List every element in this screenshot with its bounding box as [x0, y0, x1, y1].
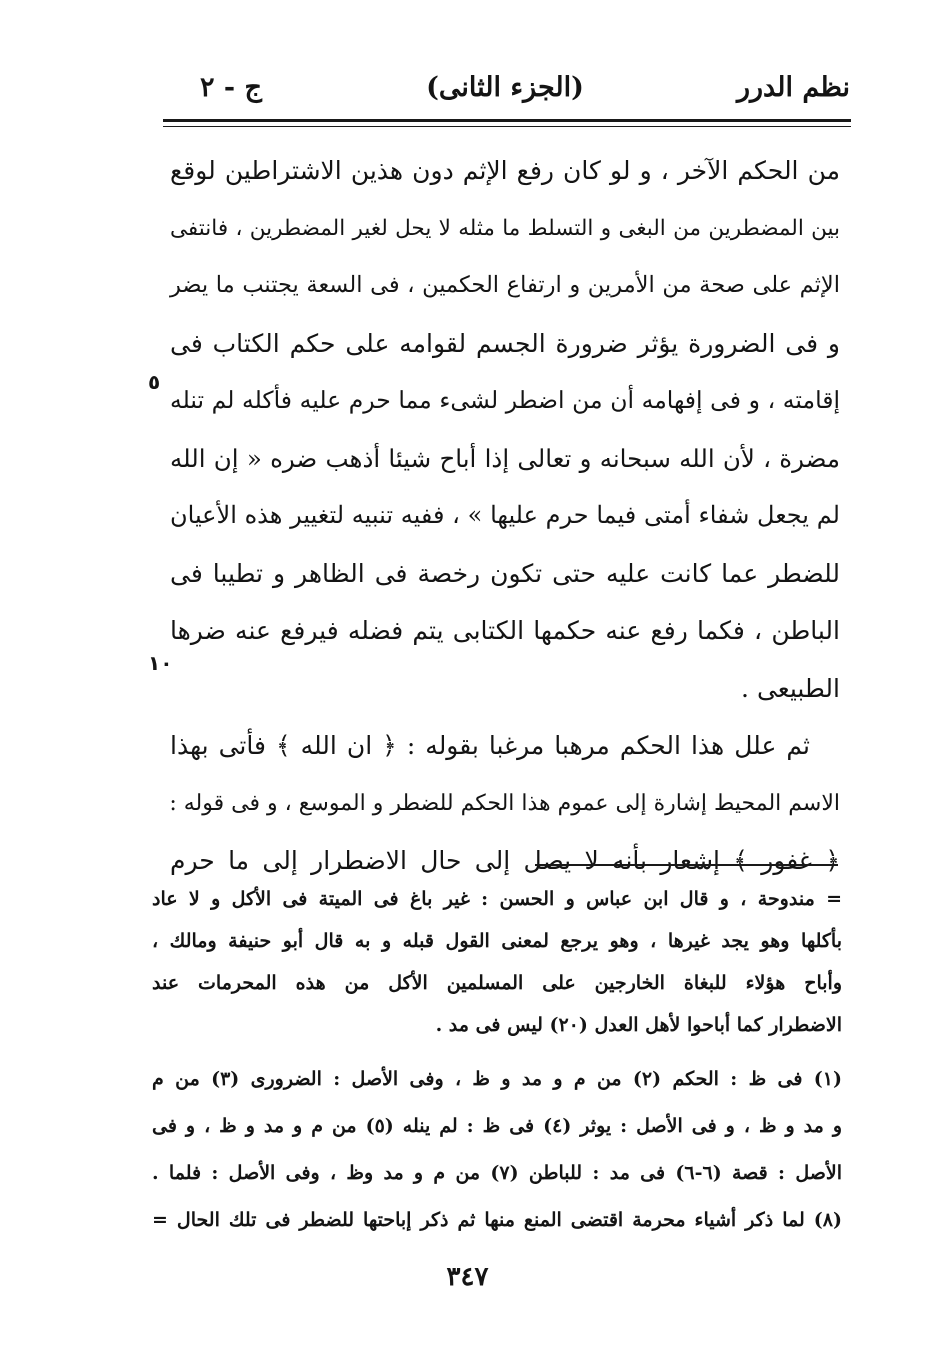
text-line: الطبيعى .	[741, 673, 840, 703]
footnote-line: وأباح هؤلاء للبغاة الخارجين على المسلمين الأكل من هذه المحرمات عند	[152, 972, 842, 994]
footnote-separator	[535, 864, 838, 866]
header-rule-thick	[163, 119, 851, 122]
main-text	[170, 142, 840, 890]
footnote-line: (٨) لما ذكر أشياء محرمة اقتضى المنع منها ثم ذكر إباحتها للضطر فى تلك الحال =	[152, 1209, 842, 1231]
text-line: للضطر عما كانت عليه حتى تكون رخصة فى الظاهر و تطيبا فى	[170, 558, 840, 588]
text-line: من الحكم الآخر ، و لو كان رفع الإثم دون هذين الاشتراطين لوقع	[170, 156, 840, 185]
footnote-line: = مندوحة ، و قال ابن عباس و الحسن : غير باغ فى الميتة فى الأكل و لا عاد	[152, 888, 842, 910]
text-line: ﴿ غفور ﴾ إشعار بأنه لا يصل إلى حال الاضطرار إلى ما حرم	[170, 846, 840, 875]
text-line: بين المضطرين من البغى و التسلط ما مثله لا يحل لغير المضطرين ، فانتفى	[170, 215, 840, 241]
text-line: الباطن ، فكما رفع عنه حكمها الكتابى يتم فضله فيرفع عنه ضرها	[170, 616, 840, 645]
text-line: و فى الضرورة يؤثر ضرورة الجسم لقوامه على حكم الكتاب فى	[170, 328, 840, 358]
volume-label: ج - ٢	[200, 72, 262, 103]
text-line: مضرة ، لأن الله سبحانه و تعالى إذا أباح شيئا أذهب ضره « إن الله	[170, 443, 840, 473]
part-label: (الجزء الثانى)	[426, 72, 584, 103]
text-line: ثم علل هذا الحكم مرهبا مرغبا بقوله : ﴿ ان الله ﴾ فأتى بهذا	[170, 731, 810, 760]
footnote-line: (١) فى ظ : الحكم (٢) من م و مد و ظ ، وفى الأصل : الضرورى (٣) من م	[152, 1068, 842, 1090]
footnote-line: الأصل : قصة (٦-٦) فى مد : للباطن (٧) من م و مد وظ ، وفى الأصل : فلما .	[152, 1162, 842, 1184]
footnotes	[152, 878, 842, 1244]
footnote-line: الاضطرار كما أباحوا لأهل العدل (٢٠) ليس فى مد .	[435, 1014, 842, 1036]
text-line: لم يجعل شفاء أمتى فيما حرم عليها » ، ففيه تنبيه لتغيير هذه الأعيان	[170, 501, 840, 529]
book-title: نظم الدرر	[736, 72, 850, 103]
text-line: الإثم على صحة من الأمرين و ارتفاع الحكمين ، فى السعة يجتنب ما يضر	[170, 272, 840, 298]
footnote-line: بأكلها وهو يجد غيرها ، وهو يرجع لمعنى القول قبله و به قال أبو حنيفة ومالك ،	[152, 930, 842, 952]
page-number: ٣٤٧	[446, 1262, 489, 1292]
line-number-10: ١٠	[148, 651, 173, 675]
running-header	[160, 66, 850, 110]
footnote-line: و مد و ظ ، و فى الأصل : يوثر (٤) فى ظ : لم ينله (٥) من م و مد و ظ ، و فى	[152, 1115, 842, 1137]
line-number-5: ٥	[148, 370, 161, 394]
header-rule-thin	[163, 126, 851, 127]
text-line: إقامته ، و فى إفهامه أن من اضطر لشىء مما حرم عليه فأكله لم تنله	[170, 386, 840, 414]
text-line: الاسم المحيط إشارة إلى عموم هذا الحكم للضطر و الموسع ، و فى قوله :	[169, 790, 840, 816]
